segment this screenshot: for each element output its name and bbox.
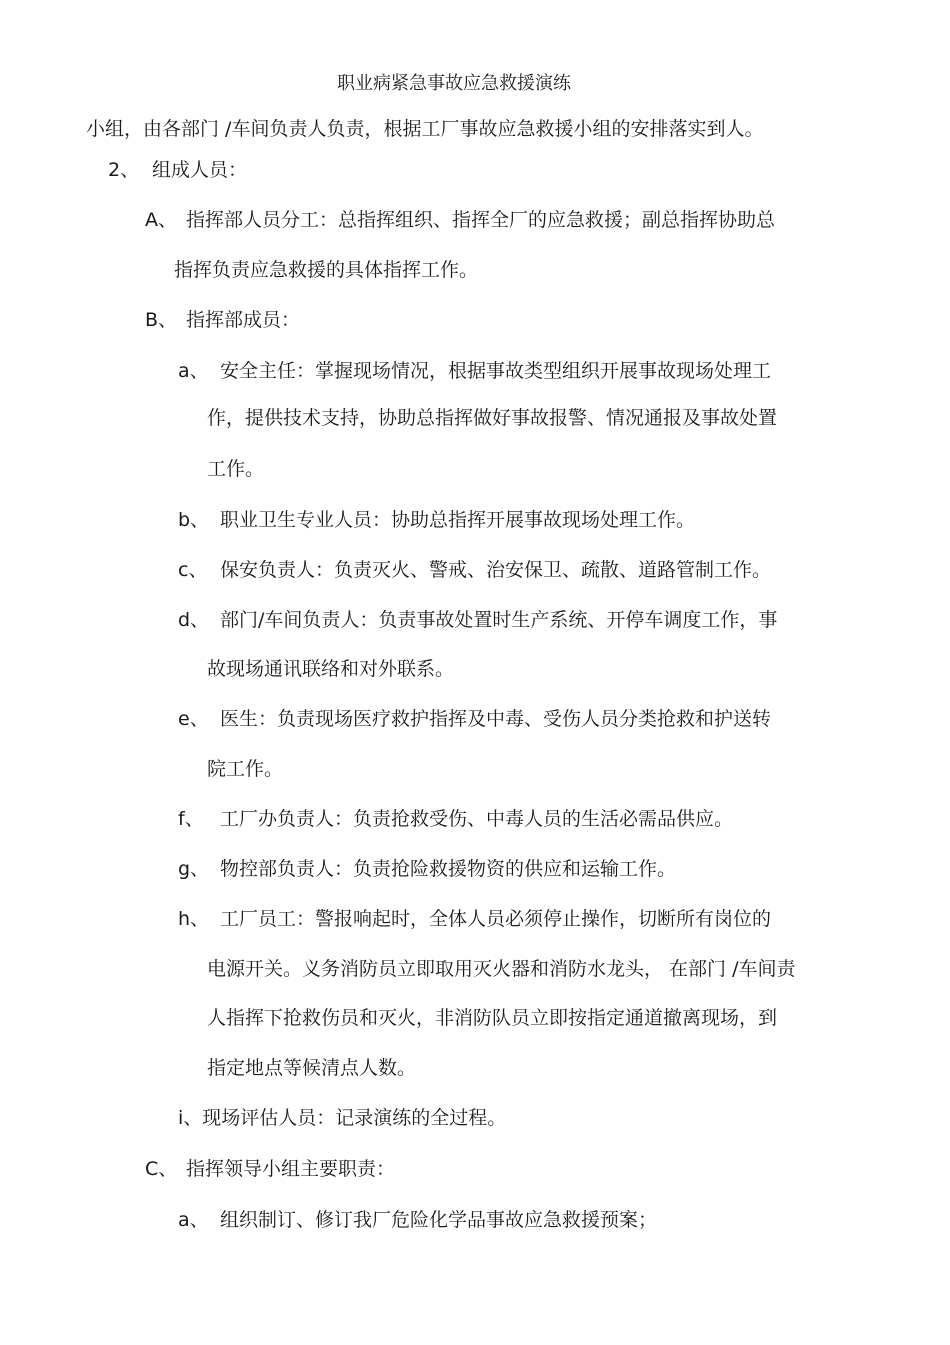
item-line: 部门/车间负责人：负责事故处置时生产系统、开停车调度工作，事 (220, 609, 778, 631)
item-line: 职业卫生专业人员：协助总指挥开展事故现场处理工作。 (220, 509, 696, 531)
item-line: 电源开关。义务消防员立即取用灭火器和消防水龙头， 在部门 /车间责 (207, 958, 796, 980)
item-marker: a、 (178, 1209, 209, 1231)
document-title: 职业病紧急事故应急救援演练 (337, 73, 571, 94)
item-line: 安全主任：掌握现场情况，根据事故类型组织开展事故现场处理工 (220, 360, 772, 382)
item-line: 工厂办负责人：负责抢救受伤、中毒人员的生活必需品供应。 (220, 808, 734, 830)
section-c-heading: 指挥领导小组主要职责： (186, 1158, 396, 1180)
item-line: 人指挥下抢救伤员和灭火，非消防队员立即按指定通道撤离现场，到 (207, 1007, 778, 1029)
item-i-line: i、现场评估人员：记录演练的全过程。 (178, 1107, 507, 1129)
item-line: 院工作。 (207, 758, 284, 780)
item-marker: b、 (178, 509, 210, 531)
item-marker: d、 (178, 609, 210, 631)
item-marker: g、 (178, 858, 210, 880)
item-line: 作，提供技术支持，协助总指挥做好事故报警、情况通报及事故处置 (207, 407, 778, 429)
item-line: 医生：负责现场医疗救护指挥及中毒、受伤人员分类抢救和护送转 (220, 708, 772, 730)
section-2-heading: 组成人员： (152, 159, 248, 181)
item-line: 工作。 (207, 458, 265, 480)
item-line: 工厂员工：警报响起时，全体人员必须停止操作，切断所有岗位的 (220, 908, 772, 930)
item-line: 组织制订、修订我厂危险化学品事故应急救援预案； (220, 1209, 658, 1231)
section-2-marker: 2、 (108, 159, 140, 181)
section-b-marker: B、 (145, 309, 178, 331)
item-line: 指定地点等候清点人数。 (207, 1057, 417, 1079)
intro-paragraph: 小组，由各部门 /车间负责人负责，根据工厂事故应急救援小组的安排落实到人。 (86, 118, 764, 140)
item-line: 物控部负责人：负责抢险救援物资的供应和运输工作。 (220, 858, 677, 880)
section-c-marker: C、 (145, 1158, 178, 1180)
item-line: 保安负责人：负责灭火、警戒、治安保卫、疏散、道路管制工作。 (220, 559, 772, 581)
item-line: 故现场通讯联络和对外联系。 (207, 658, 455, 680)
item-marker: a、 (178, 360, 209, 382)
section-b-heading: 指挥部成员： (186, 309, 301, 331)
item-marker: f、 (178, 808, 204, 830)
section-a-line: 指挥部人员分工：总指挥组织、指挥全厂的应急救援；副总指挥协助总 (186, 209, 776, 231)
section-a-line: 指挥负责应急救援的具体指挥工作。 (174, 259, 479, 281)
section-a-marker: A、 (145, 209, 177, 231)
item-marker: e、 (178, 708, 209, 730)
item-marker: h、 (178, 908, 210, 930)
item-marker: c、 (178, 559, 208, 581)
